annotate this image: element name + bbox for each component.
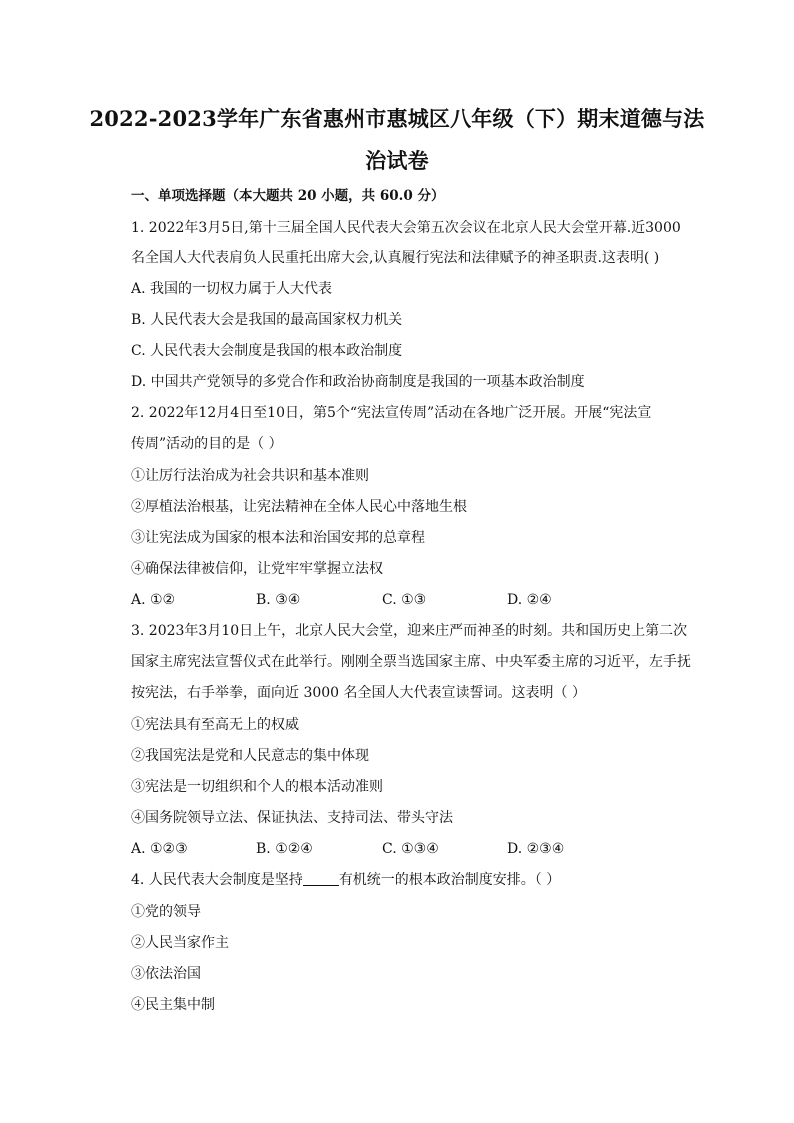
q2-statement-4: ④确保法律被信仰，让党牢牢掌握立法权 [131,561,383,577]
q4-stem-suffix: 有机统一的根本政治制度安排。（ ） [338,872,561,888]
q2-stem-line-2: 传周”活动的目的是（ ） [131,436,283,452]
q3-statement-3: ③宪法是一切组织和个人的根本活动准则 [131,779,383,795]
q3-statement-4: ④国务院领导立法、保证执法、支持司法、带头守法 [131,810,453,826]
q2-statement-3: ③让宪法成为国家的根本法和治国安邦的总章程 [131,530,425,546]
q3-statement-1: ①宪法具有至高无上的权威 [131,717,299,733]
q3-option-a: A. ①②③ [131,841,188,857]
q1-stem-line-2: 名全国人大代表肩负人民重托出席大会,认真履行宪法和法律赋予的神圣职责.这表明( ) [131,250,660,266]
section-heading: 一、单项选择题（本大题共 20 小题，共 60.0 分） [131,188,445,204]
q3-option-d: D. ②③④ [507,841,565,857]
title-line-2: 治试卷 [365,148,429,173]
title-line-1: 2022-2023学年广东省惠州市惠城区八年级（下）期末道德与法 [89,106,705,131]
q3-stem-line-1: 3. 2023年3月10日上午，北京人民大会堂，迎来庄严而神圣的时刻。共和国历史上第二次 [131,623,688,639]
exam-title [60,98,734,182]
q4-statement-4: ④民主集中制 [131,997,215,1013]
q3-stem-line-2: 国家主席宪法宣誓仪式在此举行。刚刚全票当选国家主席、中央军委主席的习近平，左手抚 [131,654,691,670]
q3-statement-2: ②我国宪法是党和人民意志的集中体现 [131,748,369,764]
q2-statement-1: ①让厉行法治成为社会共识和基本准则 [131,468,369,484]
fill-in-blank [303,871,339,886]
q2-statement-2: ②厚植法治根基，让宪法精神在全体人民心中落地生根 [131,499,467,515]
q4-statement-1: ①党的领导 [131,904,201,920]
q2-option-c: C. ①③ [382,592,427,608]
q1-option-c: C. 人民代表大会制度是我国的根本政治制度 [131,343,403,359]
q2-option-d: D. ②④ [507,592,552,608]
q2-option-a: A. ①② [131,592,176,608]
q4-statement-2: ②人民当家作主 [131,935,229,951]
q4-statement-3: ③依法治国 [131,966,201,982]
q1-option-b: B. 人民代表大会是我国的最高国家权力机关 [131,312,403,328]
q1-stem-line-1: 1. 2022年3月5日,第十三届全国人民代表大会第五次会议在北京人民大会堂开幕.近3000 [131,220,681,236]
q3-option-c: C. ①③④ [382,841,439,857]
q2-option-b: B. ③④ [256,592,301,608]
q2-stem-line-1: 2. 2022年12月4日至10日，第5个“宪法宣传周”活动在各地广泛开展。开展“宪法宣 [131,405,652,421]
q1-option-d: D. 中国共产党领导的多党合作和政治协商制度是我国的一项基本政治制度 [131,374,585,390]
q3-stem-line-3: 按宪法，右手举拳，面向近 3000 名全国人大代表宣读誓词。这表明（ ） [131,685,586,701]
q1-option-a: A. 我国的一切权力属于人大代表 [131,281,333,297]
q3-option-b: B. ①②④ [256,841,313,857]
q4-stem-prefix: 4. 人民代表大会制度是坚持 [131,872,303,888]
q4-stem [131,870,560,890]
